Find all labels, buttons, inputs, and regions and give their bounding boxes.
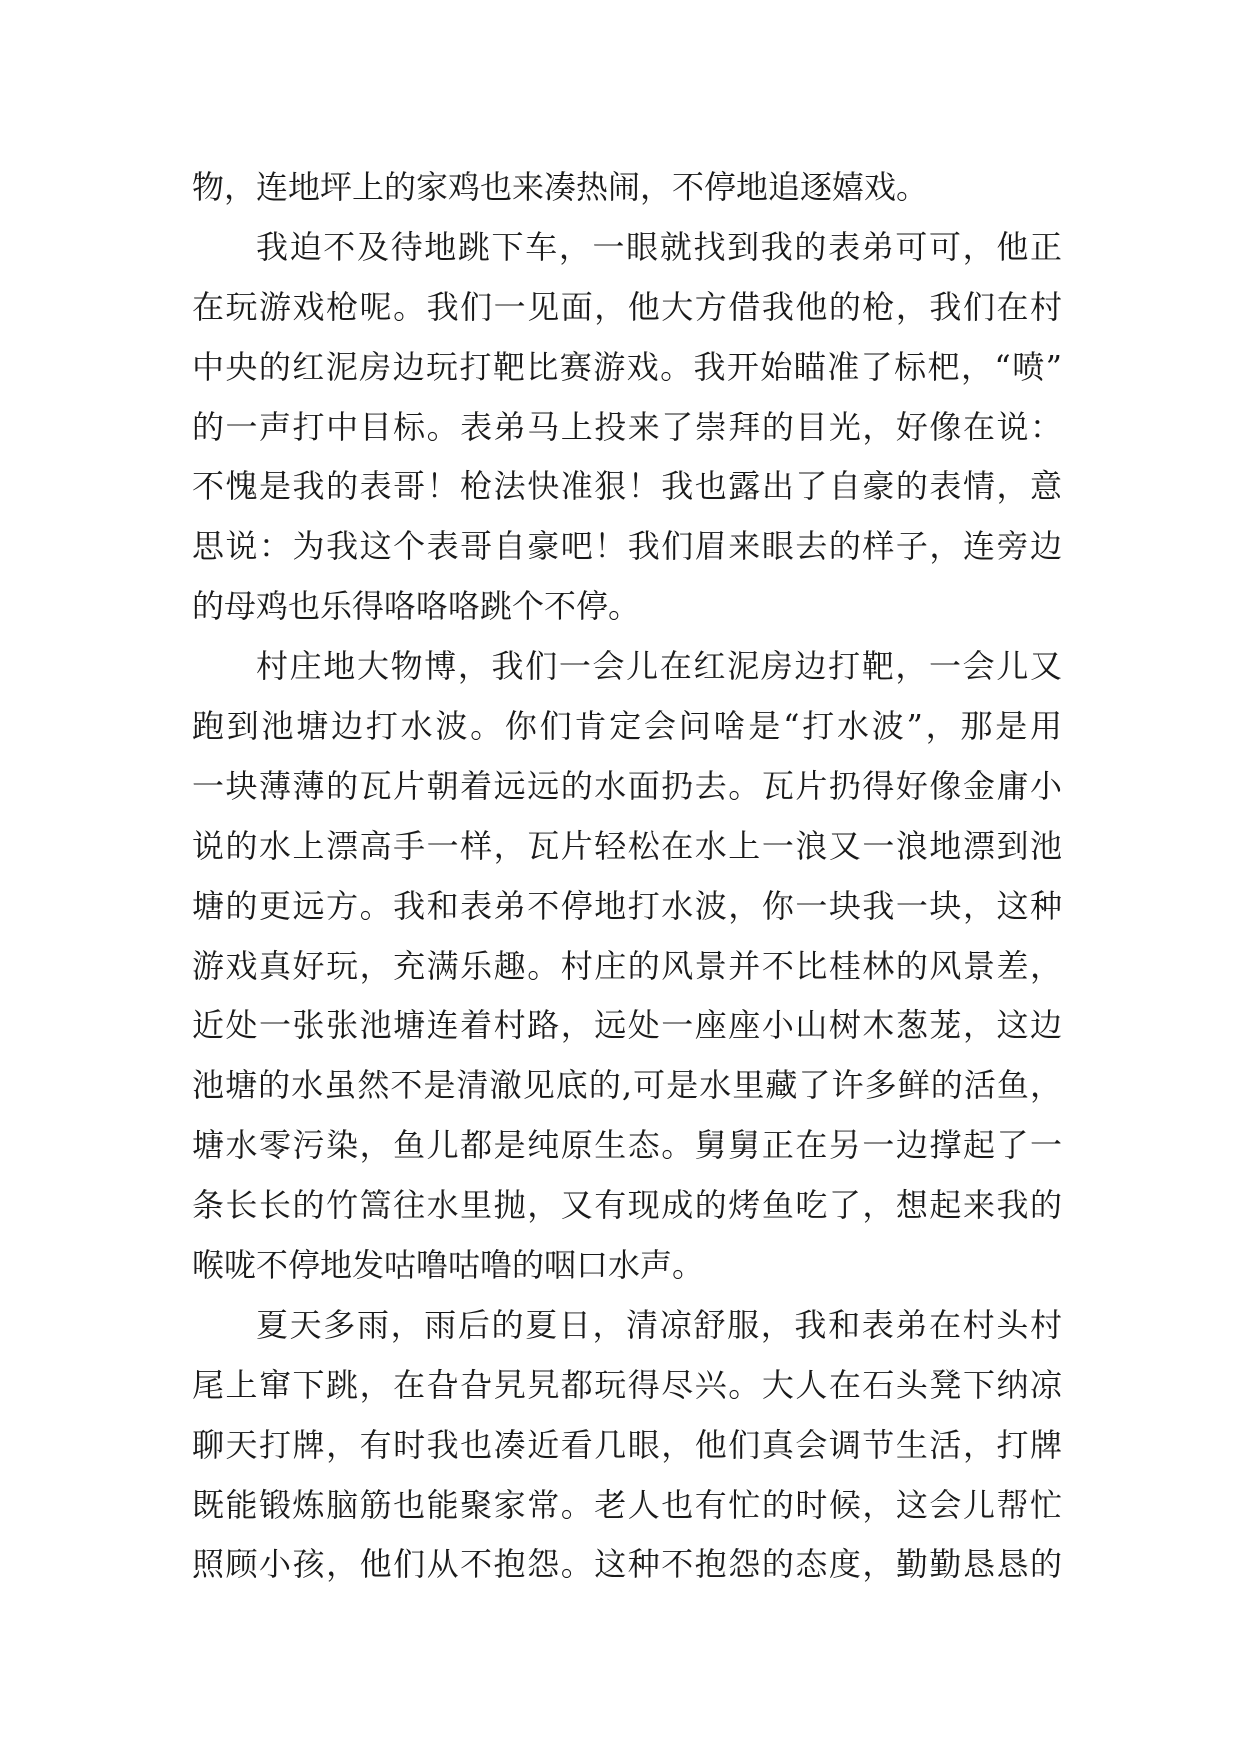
text-line: 近处一张张池塘连着村路，远处一座座小山树木葱茏，这边 [192,1006,1062,1045]
text-line: 池塘的水虽然不是清澈见底的,可是水里藏了许多鲜的活鱼， [192,1066,1062,1105]
text-line: 尾上窜下跳，在旮旮旯旯都玩得尽兴。大人在石头凳下纳凉 [192,1365,1062,1404]
text-line: 照顾小孩，他们从不抱怨。这种不抱怨的态度，勤勤恳恳的 [192,1545,1062,1584]
text-line: 的母鸡也乐得咯咯咯跳个不停。 [192,587,641,626]
text-line: 不愧是我的表哥！枪法快准狠！我也露出了自豪的表情，意 [192,467,1062,506]
text-line: 村庄地大物博，我们一会儿在红泥房边打靶，一会儿又 [256,647,1062,686]
text-line: 聊天打牌，有时我也凑近看几眼，他们真会调节生活，打牌 [192,1425,1062,1464]
text-line: 中央的红泥房边玩打靶比赛游戏。我开始瞄准了标杷，“喷” [192,347,1062,386]
text-line: 塘水零污染，鱼儿都是纯原生态。舅舅正在另一边撑起了一 [192,1126,1062,1165]
text-line: 塘的更远方。我和表弟不停地打水波，你一块我一块，这种 [192,886,1062,925]
text-line: 一块薄薄的瓦片朝着远远的水面扔去。瓦片扔得好像金庸小 [192,766,1062,805]
text-line: 思说：为我这个表哥自豪吧！我们眉来眼去的样子，连旁边 [192,527,1062,566]
text-line: 跑到池塘边打水波。你们肯定会问啥是“打水波”，那是用 [192,707,1062,746]
paragraph-2 [192,218,1062,637]
text-line: 我迫不及待地跳下车，一眼就找到我的表弟可可，他正 [256,227,1062,266]
text-line: 物，连地坪上的家鸡也来凑热闹，不停地追逐嬉戏。 [192,168,929,206]
text-line: 既能锻炼脑筋也能聚家常。老人也有忙的时候，这会儿帮忙 [192,1485,1062,1524]
paragraph-3 [192,637,1062,1296]
text-line: 游戏真好玩，充满乐趣。村庄的风景并不比桂林的风景差， [192,946,1062,985]
text-line: 夏天多雨，雨后的夏日，清凉舒服，我和表弟在村头村 [256,1305,1062,1344]
text-line: 条长长的竹篙往水里抛，又有现成的烤鱼吃了，想起来我的 [192,1186,1062,1225]
text-line: 的一声打中目标。表弟马上投来了崇拜的目光，好像在说： [192,407,1062,446]
text-line: 喉咙不停地发咕噜咕噜的咽口水声。 [192,1246,705,1285]
text-line: 在玩游戏枪呢。我们一见面，他大方借我他的枪，我们在村 [192,287,1062,326]
paragraph-1 [192,158,1062,218]
paragraph-4 [192,1296,1062,1595]
body-text [192,158,1062,1595]
text-line: 说的水上漂高手一样，瓦片轻松在水上一浪又一浪地漂到池 [192,826,1062,865]
